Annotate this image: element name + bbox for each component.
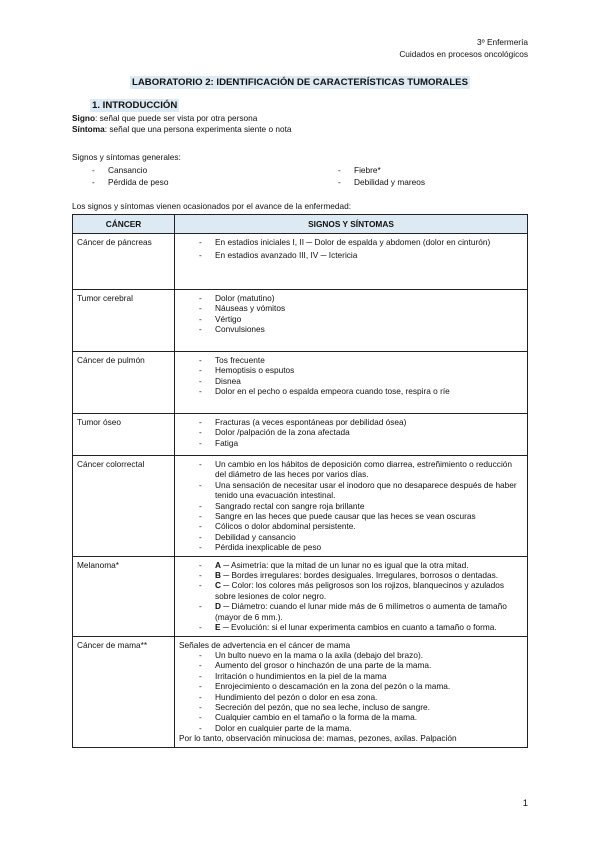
symptom-text: Hundimiento del pezón o dolor en esa zona. <box>215 691 378 702</box>
list-item <box>179 660 523 670</box>
list-item <box>179 501 523 511</box>
bullet: - <box>199 313 202 324</box>
list-item <box>179 250 523 260</box>
list-item <box>179 480 523 501</box>
symptom-text: Pérdida inexplicable de peso <box>215 542 322 553</box>
list-item <box>179 650 523 660</box>
list-item <box>179 511 523 521</box>
symptom-text: Irritación o hundimientos en la piel de la mama <box>215 670 387 681</box>
breast-outro: Por lo tanto, observación minuciosa de: mamas, pezones, axilas. Palpación <box>179 733 457 744</box>
symptom-text: Dolor en el pecho o espalda empeora cuando tose, respira o ríe <box>215 386 450 397</box>
list-item <box>179 681 523 691</box>
symptom-text: Náuseas y vómitos <box>215 303 286 314</box>
definition-symptom <box>72 124 292 135</box>
symptom-text: Dolor (matutino) <box>215 293 275 303</box>
header-cancer: CÁNCER <box>73 215 175 234</box>
table-row <box>73 456 528 557</box>
symptom-text: Fracturas (a veces espontáneas por debilidad ósea) <box>215 417 407 427</box>
bullet: - <box>199 324 202 335</box>
list-item <box>179 580 523 601</box>
bullet: - <box>199 237 202 247</box>
symptom-text: ─ Diámetro: cuando el lunar mide más de 6 milímetros o aumenta de tamaño (mayor de 6 mm.). <box>215 601 507 622</box>
list-item <box>179 355 523 365</box>
document-title-wrap <box>0 72 600 90</box>
bullet: - <box>199 417 202 427</box>
document-title: LABORATORIO 2: IDENTIFICACIÓN DE CARACTERÍSTICAS TUMORALES <box>132 77 468 88</box>
list-item <box>179 723 523 733</box>
list-item <box>179 417 523 427</box>
symptom-text: Enrojecimiento o descamación en la zona del pezón o la mama. <box>215 681 451 692</box>
header-signs: SIGNOS Y SÍNTOMAS <box>175 215 528 234</box>
cancer-name: Cáncer colorrectal <box>73 456 175 557</box>
symptom-text: Disnea <box>215 375 241 386</box>
list-item <box>179 365 523 375</box>
cancer-name: Tumor cerebral <box>73 290 175 352</box>
symptoms-table <box>72 214 528 748</box>
bullet: - <box>199 701 202 712</box>
general-item: Fiebre* <box>354 165 381 175</box>
bullet: - <box>199 622 202 633</box>
list-item <box>179 314 523 324</box>
list-item <box>179 622 523 632</box>
signs-cell <box>175 290 528 352</box>
general-list-left <box>72 165 168 188</box>
bullet: - <box>199 681 202 692</box>
general-item: Debilidad y mareos <box>354 176 426 187</box>
header-course: 3º Enfermería <box>477 37 528 47</box>
symptom-text: ─ Evolución: si el lunar experimenta cambios en cuanto a tamaño o forma. <box>220 622 497 633</box>
bullet: - <box>199 500 202 511</box>
bullet: - <box>199 479 202 490</box>
list-item <box>179 692 523 702</box>
cancer-name: Cáncer de mama** <box>73 636 175 747</box>
bullet: - <box>199 660 202 671</box>
general-intro: Signos y síntomas generales: <box>72 152 181 162</box>
definitions <box>72 113 292 135</box>
abcde-letter: A <box>215 559 221 570</box>
list-item <box>72 165 168 177</box>
bullet: - <box>199 365 202 376</box>
bullet: - <box>92 176 95 187</box>
signs-cell <box>175 234 528 290</box>
symptom-text: Dolor en cualquier parte de la mama. <box>215 722 352 733</box>
list-item <box>179 427 523 437</box>
bullet: - <box>199 691 202 702</box>
symptom-text: Un cambio en los hábitos de deposición como diarrea, estreñimiento o reducción del diámetro de las heces por varios días. <box>215 459 513 480</box>
list-item <box>179 671 523 681</box>
page-number: 1 <box>522 798 528 809</box>
symptom-text: Tos frecuente <box>215 355 265 365</box>
bullet: - <box>199 580 202 591</box>
bullet: - <box>338 165 341 175</box>
list-item <box>179 386 523 396</box>
bullet: - <box>199 601 202 612</box>
bullet: - <box>199 570 202 581</box>
general-item: Cansancio <box>108 165 148 175</box>
abcde-letter: C <box>215 580 221 591</box>
symptom-text: Hemoptisis o esputos <box>215 365 295 376</box>
general-list-right <box>318 165 425 188</box>
bullet: - <box>199 375 202 386</box>
symptom-text: Secreción del pezón, que no sea leche, incluso de sangre. <box>215 701 430 712</box>
list-item <box>179 702 523 712</box>
symptom-text: ─ Bordes irregulares: bordes desiguales. Irregulares, borrosos o dentadas. <box>221 570 499 581</box>
section-heading: 1. INTRODUCCIÓN <box>92 100 178 111</box>
abcde-letter: D <box>215 601 221 612</box>
list-item <box>179 438 523 448</box>
table-row <box>73 636 528 747</box>
symptom-text: Un bulto nuevo en la mama o la axila (debajo del brazo). <box>215 649 424 660</box>
bullet: - <box>199 712 202 723</box>
symptom-text: Convulsiones <box>215 324 265 335</box>
list-item <box>179 521 523 531</box>
list-item <box>179 293 523 303</box>
signs-cell <box>175 414 528 456</box>
list-item <box>179 532 523 542</box>
breast-intro: Señales de advertencia en el cáncer de mama <box>179 639 351 650</box>
list-item <box>179 601 523 622</box>
table-row <box>73 556 528 636</box>
bullet: - <box>199 649 202 660</box>
signs-cell <box>175 456 528 557</box>
cancer-name: Melanoma* <box>73 556 175 636</box>
bullet: - <box>92 165 95 175</box>
bullet: - <box>199 293 202 303</box>
list-item <box>179 376 523 386</box>
bullet: - <box>199 521 202 532</box>
signs-cell <box>175 556 528 636</box>
list-item <box>318 165 425 177</box>
sign-text: : señal que puede ser vista por otra persona <box>95 113 258 123</box>
symptom-text: Una sensación de necesitar usar el inodoro que no desaparece después de haber tenido una evacuación intestinal. <box>215 479 517 501</box>
bullet: - <box>199 303 202 314</box>
section-heading-wrap <box>90 100 179 111</box>
signs-cell <box>175 636 528 747</box>
table-row <box>73 234 528 290</box>
list-item <box>179 459 523 480</box>
list-item <box>179 303 523 313</box>
symptom-text: Cualquier cambio en el tamaño o la forma de la mama. <box>215 712 417 723</box>
symptom-text: Cólicos o dolor abdominal persistente. <box>215 521 356 532</box>
list-item <box>179 324 523 334</box>
symptom-text: En estadios iniciales I, II ─ Dolor de espalda y abdomen (dolor en cinturón) <box>215 237 491 247</box>
bullet: - <box>199 511 202 522</box>
sign-label: Signo <box>72 113 96 123</box>
cancer-name: Cáncer de pulmón <box>73 352 175 414</box>
header-subject: Cuidados en procesos oncológicos <box>399 49 528 59</box>
symptom-text: Dolor /palpación de la zona afectada <box>215 427 350 438</box>
cancer-name: Cáncer de páncreas <box>73 234 175 290</box>
list-item <box>179 560 523 570</box>
table-row <box>73 290 528 352</box>
bullet: - <box>199 542 202 553</box>
table-header-row <box>73 215 528 234</box>
table-row <box>73 352 528 414</box>
abcde-letter: B <box>215 570 221 581</box>
symptom-text: Sangre en las heces que puede causar que las heces se vean oscuras <box>215 511 476 522</box>
symptom-text: Sangrado rectal con sangre roja brillante <box>215 500 365 511</box>
bullet: - <box>199 386 202 397</box>
bullet: - <box>199 670 202 681</box>
bullet: - <box>338 176 341 187</box>
bullet: - <box>199 427 202 438</box>
list-item <box>72 177 168 189</box>
bullet: - <box>199 459 202 469</box>
symptom-label: Síntoma <box>72 124 105 134</box>
bullet: - <box>199 722 202 733</box>
list-item <box>179 237 523 247</box>
bullet: - <box>199 355 202 365</box>
definition-sign <box>72 113 292 124</box>
symptom-text: ─ Color: los colores más peligrosos son los rojizos, blanquecinos y azulados sobre lesiones de color negro. <box>215 580 505 601</box>
list-item <box>179 712 523 722</box>
list-item <box>179 542 523 552</box>
bullet: - <box>199 437 202 448</box>
symptom-text: ─ Asimetría: que la mitad de un lunar no es igual que la otra mitad. <box>221 559 469 570</box>
general-item: Pérdida de peso <box>108 176 169 187</box>
symptom-text: : señal que una persona experimenta siente o nota <box>104 124 292 134</box>
cancer-name: Tumor óseo <box>73 414 175 456</box>
table-intro: Los signos y síntomas vienen ocasionados por el avance de la enfermedad: <box>72 201 352 211</box>
list-item <box>318 177 425 189</box>
table-row <box>73 414 528 456</box>
symptom-text: Fatiga <box>215 437 239 448</box>
symptom-text: Vértigo <box>215 313 242 324</box>
bullet: - <box>199 531 202 542</box>
symptom-text: Aumento del grosor o hinchazón de una parte de la mama. <box>215 660 432 671</box>
abcde-letter: E <box>215 622 221 633</box>
bullet: - <box>199 559 202 570</box>
list-item <box>179 570 523 580</box>
signs-cell <box>175 352 528 414</box>
symptom-text: En estadios avanzado III, IV ─ Ictericia <box>215 250 358 261</box>
symptom-text: Debilidad y cansancio <box>215 531 296 542</box>
bullet: - <box>199 250 202 261</box>
page-header <box>399 36 528 60</box>
